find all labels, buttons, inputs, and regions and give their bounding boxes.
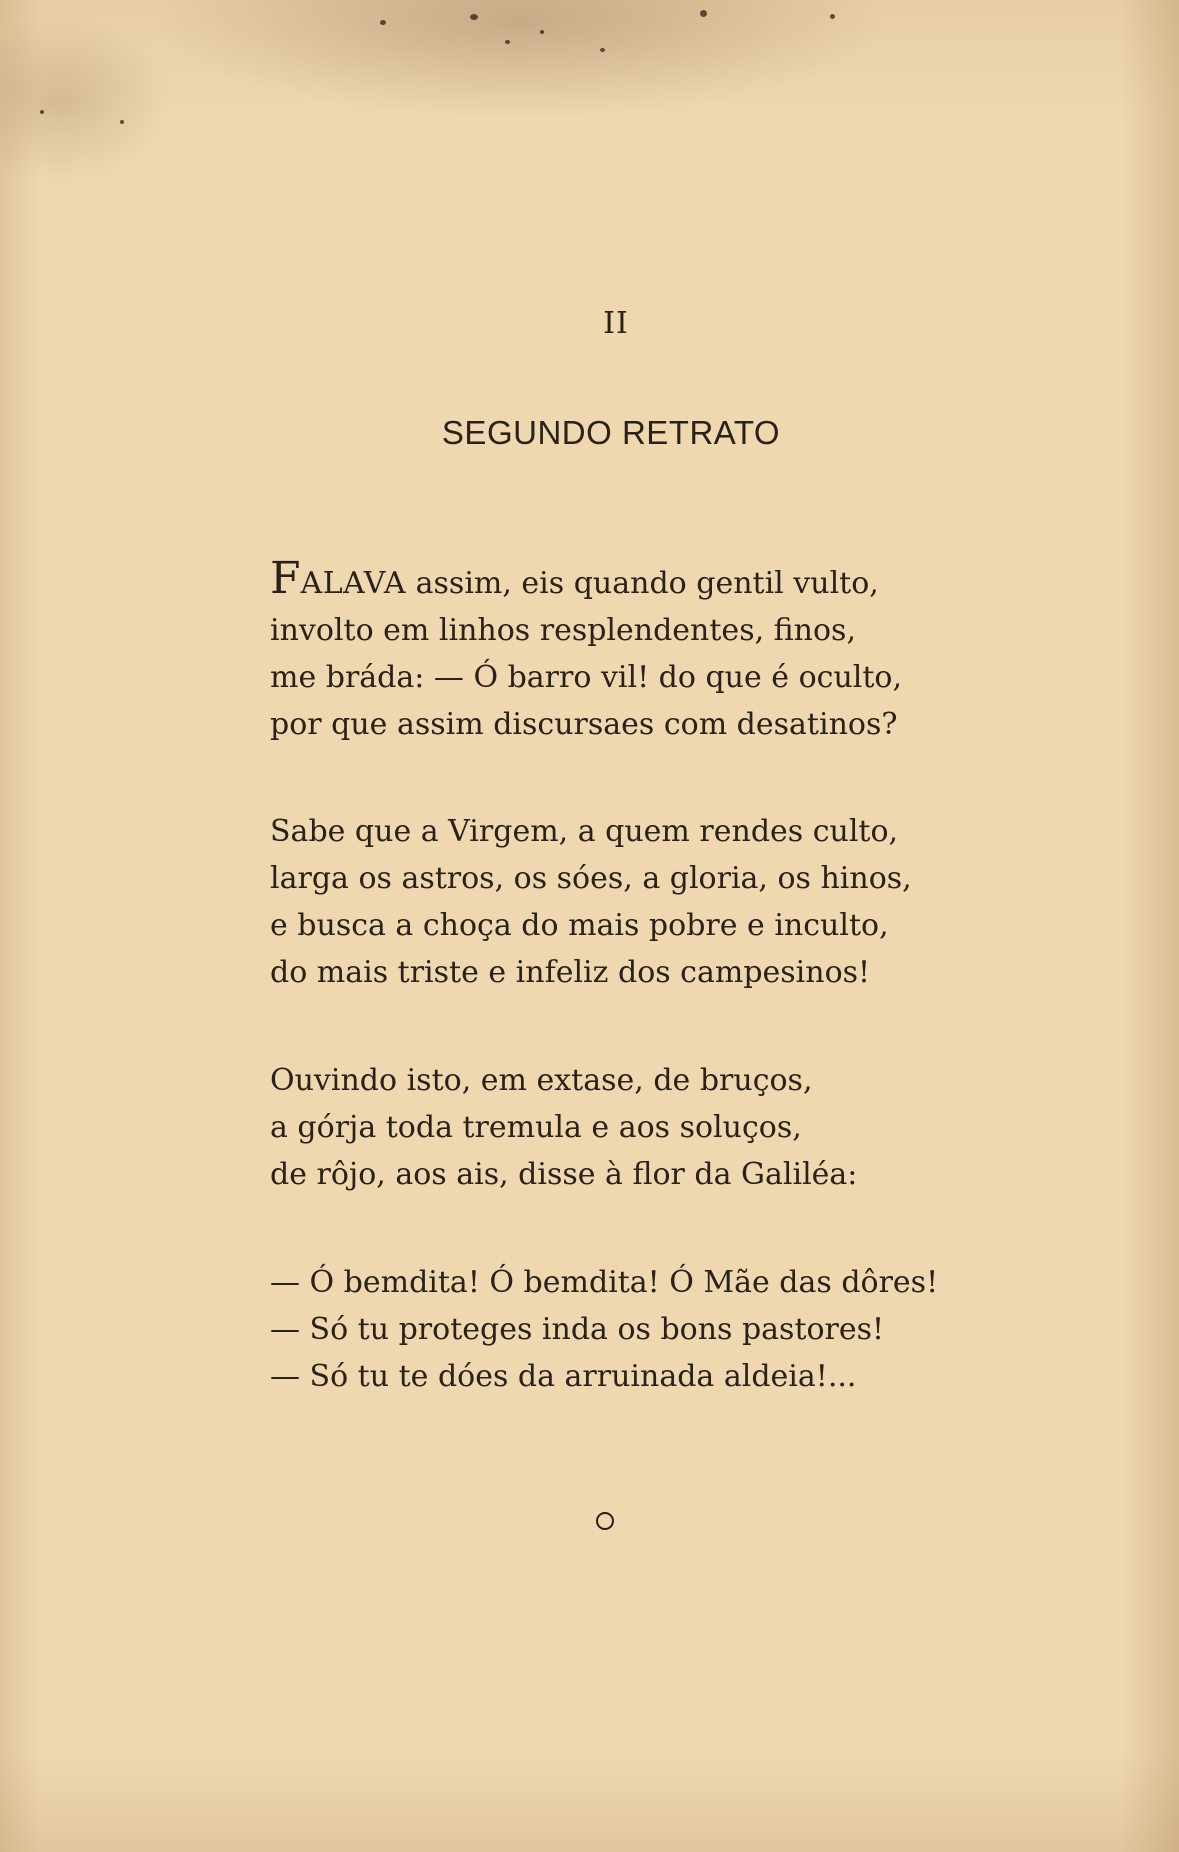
poem-line: Sabe que a Virgem, a quem rendes culto, — [270, 814, 899, 849]
poem-line-text: assim, eis quando gentil vulto, — [415, 566, 879, 601]
poem-line: a górja toda tremula e aos soluços, — [270, 1110, 802, 1145]
stain-speck — [700, 10, 707, 17]
stain-speck — [380, 20, 386, 25]
stanza-2 — [270, 808, 970, 996]
stain-speck — [600, 48, 605, 52]
poem-line: por que assim discursaes com desatinos? — [270, 707, 898, 742]
stain-speck — [120, 120, 124, 124]
stain-speck — [505, 40, 510, 44]
stain-speck — [470, 14, 478, 20]
poem-line: e busca a choça do mais pobre e inculto, — [270, 908, 889, 943]
circle-ornament-icon — [596, 1512, 614, 1530]
first-word-rest: ALAVA — [300, 566, 407, 601]
poem-line: — Ó bemdita! Ó bemdita! Ó Mãe das dôres! — [270, 1265, 939, 1300]
stain-speck — [830, 14, 835, 19]
poem-line — [270, 553, 970, 607]
stanza-1 — [270, 553, 970, 748]
poem-line: involto em linhos resplendentes, finos, — [270, 613, 856, 648]
section-number: II — [603, 306, 629, 341]
stain-speck — [540, 30, 544, 34]
stanza-4 — [270, 1259, 970, 1400]
poem-line: do mais triste e infeliz dos campesinos! — [270, 955, 871, 990]
poem-line: Ouvindo isto, em extase, de bruços, — [270, 1063, 813, 1098]
poem-line: de rôjo, aos ais, disse à flor da Galiléa: — [270, 1157, 858, 1192]
stanza-3 — [270, 1057, 970, 1198]
poem-line: larga os astros, os sóes, a gloria, os hinos, — [270, 861, 912, 896]
drop-cap: F — [270, 553, 301, 604]
poem-title: SEGUNDO RETRATO — [441, 414, 781, 451]
poem-line: — Só tu te dóes da arruinada aldeia!... — [270, 1359, 857, 1394]
poem-line: — Só tu proteges inda os bons pastores! — [270, 1312, 885, 1347]
poem-line: me bráda: — Ó barro vil! do que é oculto, — [270, 660, 903, 695]
stain-speck — [40, 110, 44, 114]
